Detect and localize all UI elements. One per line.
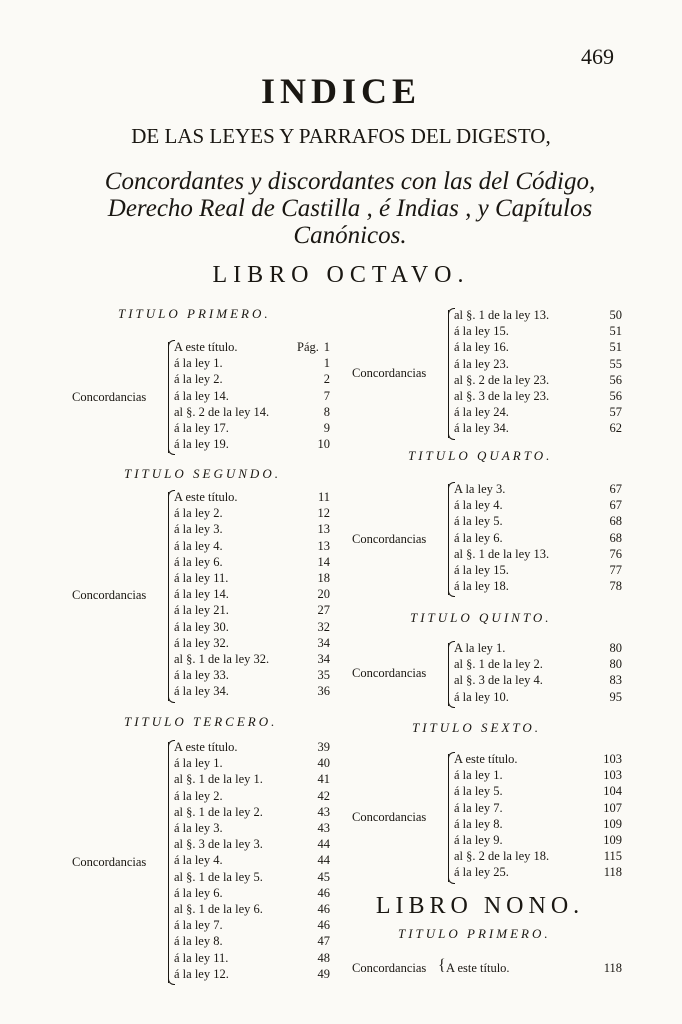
nono-concordancias-label: Concordancias xyxy=(352,961,427,975)
right-entry-page: 103 xyxy=(603,768,622,783)
right-entry-page: 56 xyxy=(609,389,622,403)
left-entry-page: 39 xyxy=(317,740,330,754)
right-entry-page: 103 xyxy=(603,752,622,766)
left-entry-page: 46 xyxy=(317,885,330,900)
right-entry-text: al §. 2 de la ley 23. xyxy=(454,372,550,387)
nono-entry-text: A este título. xyxy=(446,961,510,975)
right-titulo-3: TITULO SEXTO. xyxy=(412,720,542,735)
left-entry-text: al §. 3 de la ley 3. xyxy=(174,837,263,852)
right-entry-page: 76 xyxy=(609,546,622,561)
left-entry-text: al §. 1 de la ley 6. xyxy=(174,902,263,916)
right-brace-2 xyxy=(448,643,449,706)
right-entry-text: al §. 3 de la ley 23. xyxy=(454,389,550,403)
right-entry-page: 77 xyxy=(609,563,622,577)
left-entry-page: 32 xyxy=(317,619,330,634)
right-entry-page: 83 xyxy=(609,673,622,688)
right-entry-page: 56 xyxy=(609,372,622,387)
right-entry-text: á la ley 15. xyxy=(454,563,509,577)
nono-entry-page: 118 xyxy=(603,961,622,975)
left-entry-text: á la ley 7. xyxy=(174,918,223,933)
libro-nono-heading: LIBRO NONO. xyxy=(375,893,585,919)
right-entry-text: al §. 3 de la ley 4. xyxy=(454,673,543,688)
left-entry-page: 8 xyxy=(323,404,330,419)
right-entry-page: 80 xyxy=(609,641,622,655)
right-entry-page: 78 xyxy=(609,579,622,594)
left-entry-page: 12 xyxy=(317,506,330,521)
left-entry-text: al §. 1 de la ley 5. xyxy=(174,869,263,884)
right-entry-text: á la ley 1. xyxy=(454,768,503,783)
left-entry-text: á la ley 6. xyxy=(174,554,223,569)
left-entry-page: 20 xyxy=(317,587,330,602)
left-entry-page: 7 xyxy=(323,388,330,403)
right-entry-text: á la ley 15. xyxy=(454,324,509,339)
left-entry-text: á la ley 14. xyxy=(174,388,229,403)
left-entry-text: A este título. xyxy=(174,340,238,354)
left-entry-text: á la ley 2. xyxy=(174,788,223,803)
left-entry-text: á la ley 33. xyxy=(174,668,229,683)
right-entry-page: 80 xyxy=(609,657,622,672)
left-entry-page: 1 xyxy=(323,340,330,354)
left-entry-text: á la ley 4. xyxy=(174,538,223,553)
right-entry-page: 51 xyxy=(609,340,622,355)
right-entry-page: 115 xyxy=(603,849,622,864)
left-entry-page: 46 xyxy=(317,918,330,933)
right-entry-page: 104 xyxy=(603,784,622,799)
right-entry-page: 68 xyxy=(609,530,622,545)
right-entry-page: 55 xyxy=(609,356,622,371)
right-entry-page: 109 xyxy=(603,833,622,847)
right-entry-text: A la ley 3. xyxy=(454,482,506,496)
left-entry-text: á la ley 17. xyxy=(174,421,229,435)
left-concordancias-label-2: Concordancias xyxy=(72,854,147,869)
left-entry-page: 44 xyxy=(317,837,330,852)
right-concordancias-label-2: Concordancias xyxy=(352,666,427,681)
right-entry-text: á la ley 5. xyxy=(454,784,503,799)
right-entry-text: al §. 2 de la ley 18. xyxy=(454,849,550,864)
left-entry-page: 45 xyxy=(317,869,330,884)
left-entry-text: á la ley 3. xyxy=(174,522,223,537)
right-entry-text: á la ley 7. xyxy=(454,800,503,815)
right-entry-text: á la ley 25. xyxy=(454,865,509,880)
left-entry-text: á la ley 19. xyxy=(174,437,229,452)
right-entry-text: á la ley 34. xyxy=(454,421,509,436)
left-entry-text: á la ley 1. xyxy=(174,356,223,371)
right-concordancias-label-3: Concordancias xyxy=(352,809,427,824)
left-entry-text: A este título. xyxy=(174,490,238,504)
left-entry-text: á la ley 32. xyxy=(174,635,229,650)
right-entry-page: 107 xyxy=(603,800,622,815)
right-entry-text: á la ley 23. xyxy=(454,356,509,371)
left-titulo-2: TITULO TERCERO. xyxy=(124,714,278,729)
right-brace-0 xyxy=(448,310,449,438)
right-entry-text: á la ley 10. xyxy=(454,689,509,704)
right-entry-text: á la ley 9. xyxy=(454,833,503,847)
left-entry-page: 1 xyxy=(323,356,330,371)
left-entry-text: á la ley 8. xyxy=(174,934,223,949)
left-entry-page: 40 xyxy=(317,756,330,771)
left-entry-page: 44 xyxy=(317,853,330,868)
pag-label: Pág. xyxy=(297,340,319,354)
left-entry-page: 27 xyxy=(317,603,330,618)
left-entry-page: 49 xyxy=(317,966,330,981)
left-brace-0 xyxy=(168,342,169,453)
right-entry-text: á la ley 6. xyxy=(454,530,503,545)
left-entry-text: á la ley 1. xyxy=(174,756,223,771)
left-entry-page: 35 xyxy=(317,668,330,683)
left-titulo-1: TITULO SEGUNDO. xyxy=(124,466,281,481)
left-entry-page: 11 xyxy=(317,490,330,504)
right-entry-text: al §. 1 de la ley 13. xyxy=(454,546,550,561)
right-entry-page: 109 xyxy=(603,816,622,831)
left-entry-text: á la ley 6. xyxy=(174,885,223,900)
right-entry-text: á la ley 18. xyxy=(454,579,509,594)
left-concordancias-label-1: Concordancias xyxy=(72,588,147,603)
right-entry-text: al §. 1 de la ley 13. xyxy=(454,308,550,322)
left-entry-text: al §. 2 de la ley 14. xyxy=(174,404,270,419)
left-entry-page: 47 xyxy=(317,934,330,949)
right-entry-page: 67 xyxy=(609,482,622,496)
page-subtitle: DE LAS LEYES Y PARRAFOS DEL DIGESTO, xyxy=(131,124,551,148)
right-entry-page: 51 xyxy=(609,324,622,339)
page-title: INDICE xyxy=(260,71,422,111)
right-entry-page: 95 xyxy=(609,689,622,704)
left-entry-text: á la ley 34. xyxy=(174,684,229,699)
left-brace-2 xyxy=(168,742,169,983)
right-entry-text: A la ley 1. xyxy=(454,641,506,655)
left-entry-page: 9 xyxy=(323,421,330,435)
left-entry-page: 41 xyxy=(317,772,330,787)
right-concordancias-label-0: Concordancias xyxy=(352,365,427,380)
left-entry-text: á la ley 11. xyxy=(174,950,229,965)
left-brace-1 xyxy=(168,492,169,701)
left-entry-page: 46 xyxy=(317,902,330,916)
left-entry-page: 13 xyxy=(317,522,330,537)
right-entry-text: á la ley 16. xyxy=(454,340,509,355)
right-entry-text: al §. 1 de la ley 2. xyxy=(454,657,543,672)
right-concordancias-label-1: Concordancias xyxy=(352,531,427,546)
right-entry-text: á la ley 8. xyxy=(454,816,503,831)
nono-brace: { xyxy=(438,957,446,974)
left-entry-text: al §. 1 de la ley 32. xyxy=(174,652,270,666)
right-brace-1 xyxy=(448,484,449,595)
left-entry-text: á la ley 14. xyxy=(174,587,229,602)
left-entry-text: á la ley 2. xyxy=(174,506,223,521)
left-concordancias-label-0: Concordancias xyxy=(72,389,147,404)
right-titulo-2: TITULO QUINTO. xyxy=(410,610,552,625)
left-entry-text: á la ley 4. xyxy=(174,853,223,868)
left-titulo-0: TITULO PRIMERO. xyxy=(118,306,271,321)
right-entry-page: 50 xyxy=(609,308,622,322)
right-entry-text: á la ley 5. xyxy=(454,514,503,529)
left-entry-page: 18 xyxy=(317,571,330,585)
right-entry-page: 57 xyxy=(609,405,622,420)
right-entry-text: A este título. xyxy=(454,752,518,766)
left-entry-text: A este título. xyxy=(174,740,238,754)
right-entry-page: 68 xyxy=(609,514,622,529)
left-entry-text: á la ley 30. xyxy=(174,619,229,634)
left-entry-page: 13 xyxy=(317,538,330,553)
left-entry-text: á la ley 3. xyxy=(174,821,223,835)
right-brace-3 xyxy=(448,754,449,882)
right-entry-page: 62 xyxy=(609,421,622,436)
nono-titulo: TITULO PRIMERO. xyxy=(398,926,551,941)
left-entry-text: á la ley 12. xyxy=(174,966,229,981)
left-entry-page: 10 xyxy=(317,437,330,452)
right-titulo-1: TITULO QUARTO. xyxy=(408,448,553,463)
left-entry-text: á la ley 2. xyxy=(174,372,223,387)
left-entry-page: 34 xyxy=(317,652,330,666)
left-entry-text: al §. 1 de la ley 1. xyxy=(174,772,263,787)
italic-heading: Concordantes y discordantes con las del Código, Derecho Real de Castilla , é Indias , y Capítulos Canónicos. xyxy=(104,168,596,249)
left-entry-page: 36 xyxy=(317,684,330,699)
left-entry-page: 43 xyxy=(317,821,330,835)
left-entry-page: 42 xyxy=(317,788,330,803)
left-entry-text: á la ley 21. xyxy=(174,603,229,618)
right-entry-page: 67 xyxy=(609,498,622,513)
left-entry-page: 34 xyxy=(317,635,330,650)
left-entry-text: al §. 1 de la ley 2. xyxy=(174,804,263,819)
left-entry-text: á la ley 11. xyxy=(174,571,229,585)
right-entry-text: á la ley 24. xyxy=(454,405,509,420)
left-entry-page: 14 xyxy=(317,554,330,569)
left-entry-page: 2 xyxy=(323,372,330,387)
right-entry-text: á la ley 4. xyxy=(454,498,503,513)
right-entry-page: 118 xyxy=(603,865,622,880)
page-number: 469 xyxy=(581,44,614,69)
libro-octavo-heading: LIBRO OCTAVO. xyxy=(212,262,470,288)
left-entry-page: 48 xyxy=(317,950,330,965)
left-entry-page: 43 xyxy=(317,804,330,819)
